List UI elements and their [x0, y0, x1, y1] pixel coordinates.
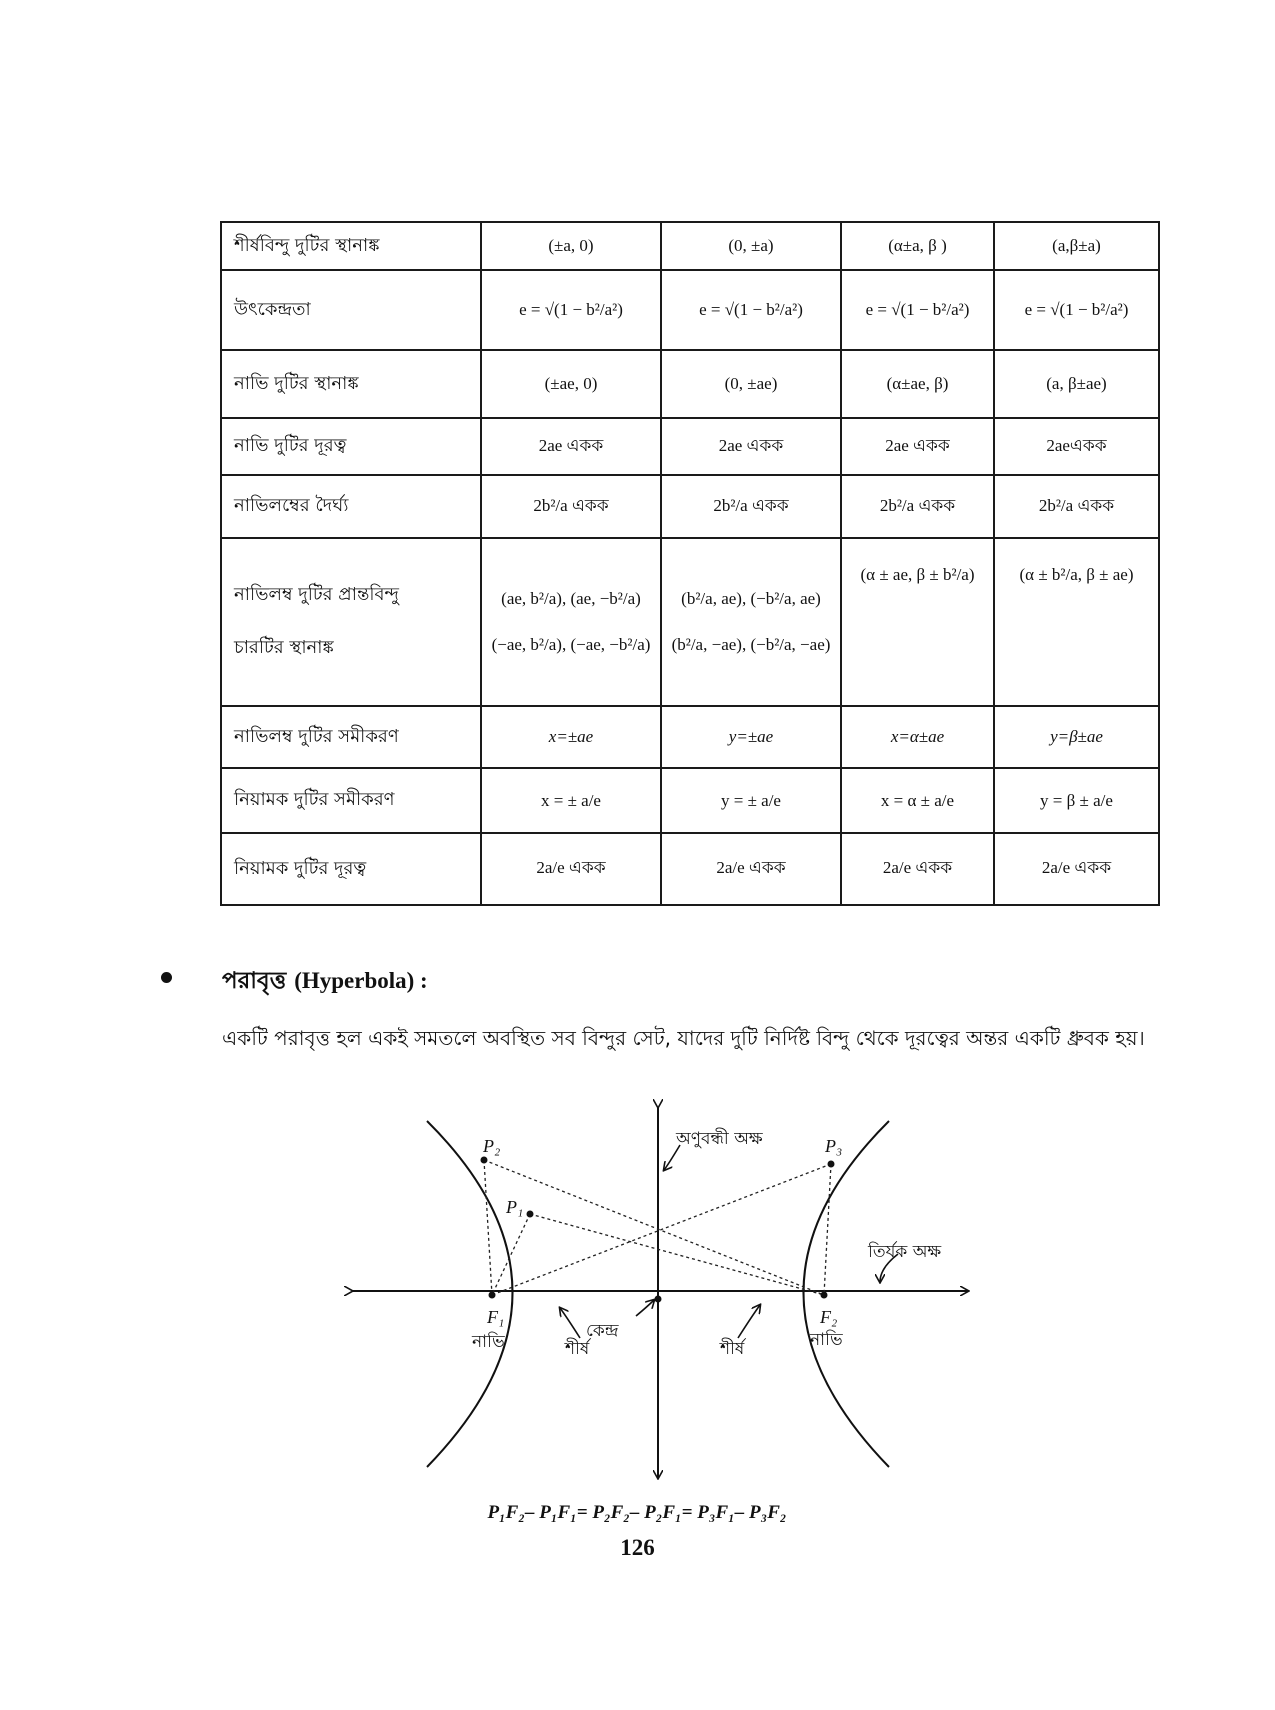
table-cell: 2b²/a একক — [481, 475, 661, 538]
cell-line: (α ± ae, β ± b²/a) — [860, 565, 975, 584]
table-cell: y=±ae — [661, 706, 841, 768]
table-cell: 2b²/a একক — [661, 475, 841, 538]
point-p2 — [481, 1157, 488, 1164]
table-cell: x = ± a/e — [481, 768, 661, 833]
table-cell: 2a/e একক — [481, 833, 661, 905]
table-cell: 2b²/a একক — [841, 475, 994, 538]
center-label: কেন্দ্র — [586, 1321, 619, 1341]
focus-left-label: নাভি — [472, 1332, 505, 1352]
cell-line: (b²/a, −ae), (−b²/a, −ae) — [671, 635, 831, 654]
table-cell: 2ae একক — [661, 418, 841, 475]
row-label: নিয়ামক দুটির দূরত্ব — [221, 833, 481, 905]
p2-label: P₂ — [483, 1136, 501, 1156]
table-cell: (±ae, 0) — [481, 350, 661, 418]
cell-line: (−ae, b²/a), (−ae, −b²/a) — [491, 635, 651, 654]
figure-caption: P₁F₂– P₁F₁= P₂F₂– P₂F₁= P₃F₁– P₃F₂ — [487, 1502, 787, 1523]
cell-line: (b²/a, ae), (−b²/a, ae) — [681, 589, 821, 608]
cell-line: (α ± b²/a, β ± ae) — [1019, 565, 1134, 584]
p1-label: P₁ — [506, 1197, 524, 1217]
table-cell: (a, β±ae) — [994, 350, 1159, 418]
right-vertex-pointer — [738, 1305, 760, 1338]
row-label: উৎকেন্দ্রতা — [221, 270, 481, 350]
vertex-right-label: শীর্ষ — [720, 1339, 745, 1359]
point-p3 — [828, 1161, 835, 1168]
table-cell: x=α±ae — [841, 706, 994, 768]
center-pointer — [636, 1300, 654, 1316]
row-label: শীর্ষবিন্দু দুটির স্থানাঙ্ক — [221, 222, 481, 270]
hyperbola-definition: একটি পরাবৃত্ত হল একই সমতলে অবস্থিত সব বিন্দুর সেট, যাদের দুটি নির্দিষ্ট বিন্দু থেকে দূরত্বের অন্তর একটি ধ্রুবক হয়। — [222, 1026, 1145, 1050]
table-cell: 2b²/a একক — [994, 475, 1159, 538]
row-label-line: নাভিলম্ব দুটির প্রান্তবিন্দু — [234, 584, 399, 605]
vertex-left-label: শীর্ষ — [565, 1339, 590, 1359]
cell-line: (ae, b²/a), (ae, −b²/a) — [501, 589, 641, 608]
row-label: নাভি দুটির দূরত্ব — [221, 418, 481, 475]
table-cell: x=±ae — [481, 706, 661, 768]
table-cell: x = α ± a/e — [841, 768, 994, 833]
f1-label: F₁ — [487, 1307, 505, 1327]
table-cell: (α±a, β ) — [841, 222, 994, 270]
row-label: নিয়ামক দুটির সমীকরণ — [221, 768, 481, 833]
table-cell: (a,β±a) — [994, 222, 1159, 270]
table-cell: y = ± a/e — [661, 768, 841, 833]
row-label: নাভিলম্বের দৈর্ঘ্য — [221, 475, 481, 538]
hyperbola-left-branch — [427, 1121, 513, 1467]
table-cell: (α±ae, β) — [841, 350, 994, 418]
f2-label: F₂ — [820, 1307, 838, 1327]
table-cell: 2a/e একক — [661, 833, 841, 905]
table-cell: e = √(1 − b²/a²) — [481, 270, 661, 350]
table-cell: 2ae একক — [481, 418, 661, 475]
table-cell: e = √(1 − b²/a²) — [841, 270, 994, 350]
table-cell: (±a, 0) — [481, 222, 661, 270]
table-cell: (0, ±a) — [661, 222, 841, 270]
p3-label: P₃ — [825, 1136, 843, 1156]
hyperbola-right-branch — [804, 1121, 890, 1467]
row-label: নাভিলম্ব দুটির সমীকরণ — [221, 706, 481, 768]
conjugate-axis-label: অণুবন্ধী অক্ষ — [676, 1129, 763, 1149]
point-p1 — [527, 1211, 534, 1218]
focus-right-label: নাভি — [810, 1330, 843, 1350]
left-vertex-pointer — [560, 1308, 580, 1338]
row-label-line: চারটির স্থানাঙ্ক — [234, 637, 334, 658]
transverse-axis-label: তির্যক অক্ষ — [868, 1242, 942, 1262]
focus-f1 — [489, 1292, 496, 1299]
focus-f2 — [821, 1292, 828, 1299]
center-point — [655, 1296, 662, 1303]
row-label: নাভি দুটির স্থানাঙ্ক — [221, 350, 481, 418]
table-cell: 2a/e একক — [841, 833, 994, 905]
table-cell: e = √(1 − b²/a²) — [994, 270, 1159, 350]
table-cell: y = β ± a/e — [994, 768, 1159, 833]
section-title-bn: পরাবৃত্ত — [222, 968, 287, 994]
table-cell: 2a/e একক — [994, 833, 1159, 905]
table-cell: (0, ±ae) — [661, 350, 841, 418]
page-number: 126 — [620, 1535, 655, 1560]
table-cell: 2aeএকক — [994, 418, 1159, 475]
section-title-en: (Hyperbola) : — [294, 968, 428, 993]
table-cell: e = √(1 − b²/a²) — [661, 270, 841, 350]
table-cell: y=β±ae — [994, 706, 1159, 768]
table-cell: 2ae একক — [841, 418, 994, 475]
